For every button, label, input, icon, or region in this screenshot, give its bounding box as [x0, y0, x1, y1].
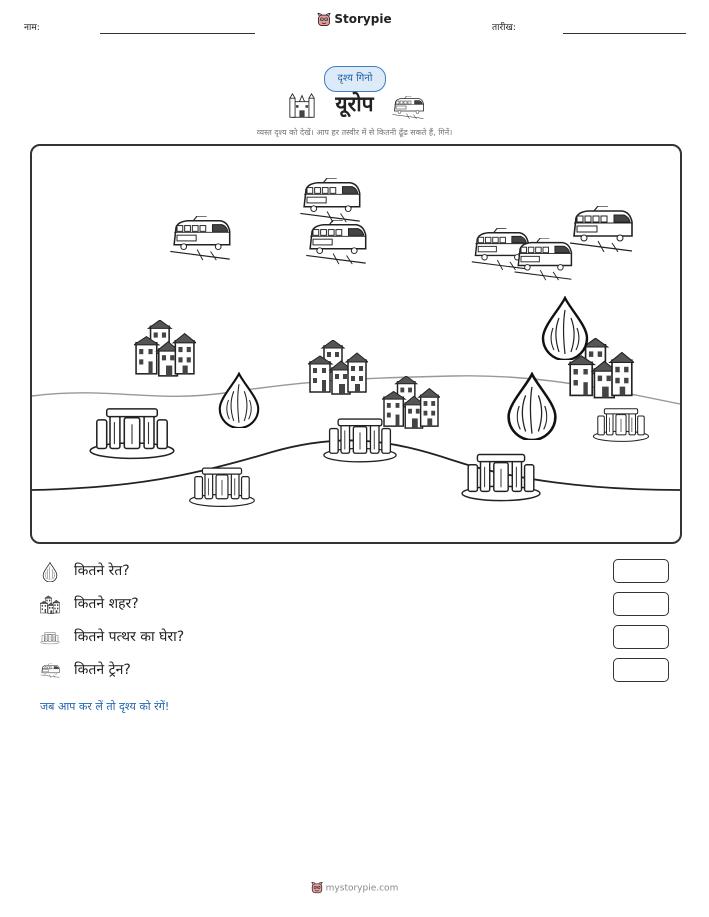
train-icon [40, 661, 60, 681]
answer-box-train[interactable] [613, 658, 669, 682]
mascot-icon [317, 13, 331, 27]
count-scene-badge: दृश्य गिनो [324, 66, 386, 92]
sand-drop-3 [509, 374, 556, 440]
stone-circle-5 [462, 454, 540, 500]
answer-box-city[interactable] [613, 592, 669, 616]
question-text: कितने ट्रेन? [74, 662, 131, 678]
name-label: नाम: [24, 23, 40, 33]
stone-circle-3 [593, 409, 648, 442]
footer-url: mystorypie.com [325, 883, 399, 894]
train-2 [300, 178, 359, 222]
stone-circle-icon [40, 628, 60, 648]
sand-drop-1 [220, 374, 259, 428]
question-text: कितने शहर? [74, 596, 139, 612]
train-icon [391, 96, 425, 120]
answer-box-sand[interactable] [613, 559, 669, 583]
city-1 [134, 320, 196, 376]
sand-drop-icon [40, 562, 60, 582]
color-instruction: जब आप कर लें तो दृश्य को रंगें! [40, 700, 170, 713]
answer-box-stone-circle[interactable] [613, 625, 669, 649]
stone-circle-1 [90, 409, 174, 459]
city-3 [382, 376, 440, 428]
logo-text: Storypie [334, 12, 392, 26]
question-row-sand [40, 560, 660, 584]
footer-brand [0, 882, 709, 894]
date-label: तारीख: [492, 23, 516, 33]
question-row-stone-circle [40, 626, 660, 650]
storypie-logo [0, 12, 709, 27]
city-icon [40, 595, 60, 615]
question-row-train [40, 659, 660, 683]
question-row-city [40, 593, 660, 617]
scene-illustration [32, 146, 680, 542]
train-1 [170, 216, 229, 260]
train-6 [570, 206, 632, 252]
instructions: व्यस्त दृश्य को देखें। आप हर तस्वीर में से कितनी ढूँढ सकते हैं, गिनें। [256, 128, 453, 137]
date-write-line[interactable] [563, 33, 686, 34]
mascot-icon [311, 882, 323, 894]
name-write-line[interactable] [100, 33, 255, 34]
train-5 [515, 238, 572, 280]
page-title: यूरोप [335, 92, 374, 116]
city-2 [308, 340, 368, 394]
stone-circle-4 [190, 468, 255, 506]
question-text: कितने रेत? [74, 563, 130, 579]
train-3 [306, 220, 365, 264]
question-text: कितने पत्थर का घेरा? [74, 629, 185, 645]
sand-drop-2 [543, 298, 587, 360]
scene-panel[interactable] [30, 144, 682, 544]
